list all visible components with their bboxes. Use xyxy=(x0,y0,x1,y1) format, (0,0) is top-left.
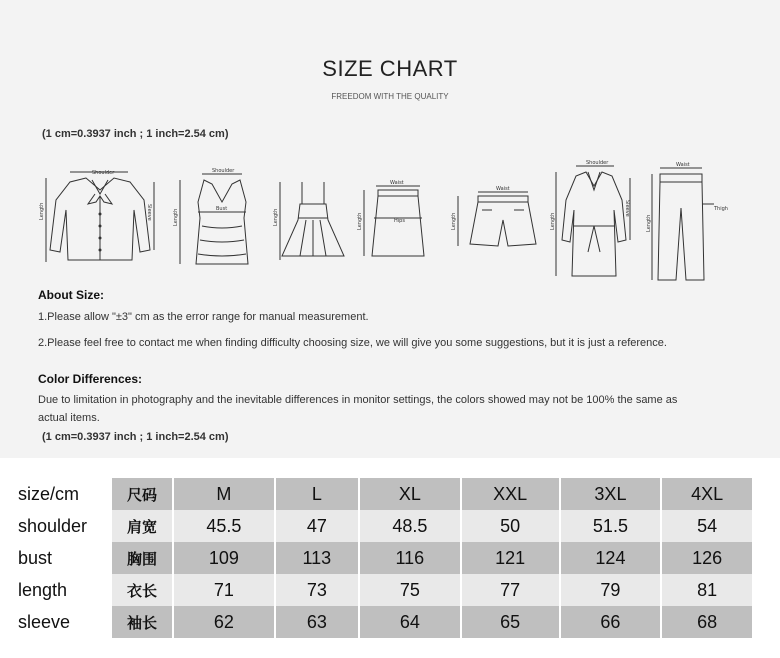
dress-diagram xyxy=(272,160,352,280)
cell-cn: 肩宽 xyxy=(111,510,173,542)
svg-text:Length: Length xyxy=(451,212,457,230)
cell-value: XXL xyxy=(461,478,560,510)
garment-diagrams xyxy=(0,160,780,290)
svg-text:Shoulder: Shoulder xyxy=(212,168,235,174)
svg-text:Length: Length xyxy=(273,208,279,226)
cell-value: 3XL xyxy=(560,478,662,510)
cell-value: 116 xyxy=(359,542,461,574)
svg-text:Hips: Hips xyxy=(394,218,405,224)
unit-conversion-top: (1 cm=0.3937 inch ; 1 inch=2.54 cm) xyxy=(42,128,229,140)
page-subtitle: FREEDOM WITH THE QUALITY xyxy=(331,92,449,101)
cell-cn: 胸围 xyxy=(111,542,173,574)
row-label-length: length xyxy=(18,580,68,600)
svg-text:Waist: Waist xyxy=(496,186,510,192)
cell-cn: 尺码 xyxy=(111,478,173,510)
cell-value: 4XL xyxy=(661,478,752,510)
blouse-diagram xyxy=(40,160,160,280)
shorts-diagram xyxy=(452,160,544,280)
about-size-note-2: 2.Please feel free to contact me when finding difficulty choosing size, we will give you some suggestions, but it is just a reference. xyxy=(38,337,667,349)
cell-cn: 衣长 xyxy=(111,574,173,606)
svg-text:Length: Length xyxy=(550,212,556,230)
cell-value: 71 xyxy=(173,574,275,606)
cell-value: 47 xyxy=(275,510,359,542)
cell-value: 50 xyxy=(461,510,560,542)
cell-value: 68 xyxy=(661,606,752,638)
size-table xyxy=(110,478,752,638)
row-label-sleeve: sleeve xyxy=(18,612,71,632)
color-differences-note: Due to limitation in photography and the inevitable differences in monitor settings, the colors showed may not be 100% the same as actual items. xyxy=(38,394,678,424)
row-label-size: size/cm xyxy=(18,484,80,504)
svg-text:Waist: Waist xyxy=(676,162,690,168)
cell-value: 62 xyxy=(173,606,275,638)
svg-text:Length: Length xyxy=(357,212,363,230)
cell-value: 121 xyxy=(461,542,560,574)
about-size-heading: About Size: xyxy=(38,288,104,302)
svg-text:Length: Length xyxy=(646,214,652,232)
svg-text:Waist: Waist xyxy=(390,180,404,186)
cell-value: 48.5 xyxy=(359,510,461,542)
svg-text:Thigh: Thigh xyxy=(714,206,728,212)
table-row xyxy=(111,478,752,510)
cell-value: 63 xyxy=(275,606,359,638)
table-row xyxy=(111,606,752,638)
cell-value: L xyxy=(275,478,359,510)
coat-diagram xyxy=(552,160,636,284)
cell-value: 113 xyxy=(275,542,359,574)
svg-text:Length: Length xyxy=(39,202,45,220)
svg-text:Sleeve: Sleeve xyxy=(624,200,630,217)
vest-top-diagram xyxy=(172,160,262,280)
cell-value: 77 xyxy=(461,574,560,606)
svg-text:Bust: Bust xyxy=(216,206,228,212)
cell-value: 73 xyxy=(275,574,359,606)
cell-value: 109 xyxy=(173,542,275,574)
cell-value: 54 xyxy=(661,510,752,542)
pants-diagram xyxy=(648,160,732,284)
table-row xyxy=(111,510,752,542)
cell-value: M xyxy=(173,478,275,510)
size-table-row-labels xyxy=(18,478,116,638)
cell-value: 124 xyxy=(560,542,662,574)
cell-value: 45.5 xyxy=(173,510,275,542)
row-label-bust: bust xyxy=(18,548,53,568)
cell-value: 81 xyxy=(661,574,752,606)
color-differences-heading: Color Differences: xyxy=(38,372,143,386)
svg-text:Sleeve: Sleeve xyxy=(146,204,152,221)
cell-value: XL xyxy=(359,478,461,510)
cell-value: 75 xyxy=(359,574,461,606)
cell-value: 51.5 xyxy=(560,510,662,542)
cell-value: 79 xyxy=(560,574,662,606)
svg-text:Length: Length xyxy=(173,208,179,226)
cell-value: 66 xyxy=(560,606,662,638)
unit-conversion-bottom: (1 cm=0.3937 inch ; 1 inch=2.54 cm) xyxy=(42,431,229,443)
cell-value: 64 xyxy=(359,606,461,638)
skirt-diagram xyxy=(358,160,438,280)
table-row xyxy=(111,542,752,574)
svg-text:Shoulder: Shoulder xyxy=(586,160,609,166)
page-title: SIZE CHART xyxy=(322,56,458,81)
cell-cn: 袖长 xyxy=(111,606,173,638)
cell-value: 65 xyxy=(461,606,560,638)
table-row xyxy=(111,574,752,606)
about-size-note-1: 1.Please allow "±3" cm as the error range for manual measurement. xyxy=(38,311,369,323)
row-label-shoulder: shoulder xyxy=(18,516,88,536)
svg-text:Shoulder: Shoulder xyxy=(92,170,115,176)
cell-value: 126 xyxy=(661,542,752,574)
